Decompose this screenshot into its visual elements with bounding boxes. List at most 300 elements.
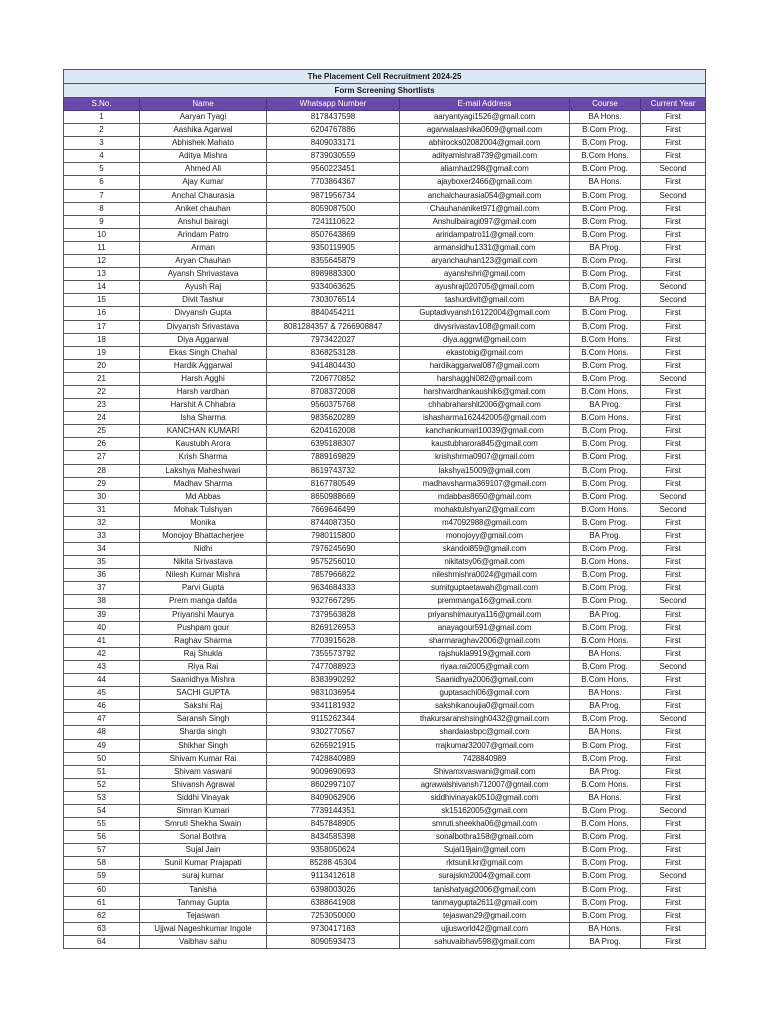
cell-email: Guptadivyansh16122004@gmail.com bbox=[400, 307, 570, 320]
cell-whatsapp: 8739030559 bbox=[267, 150, 400, 163]
cell-course: B.Com Prog. bbox=[570, 202, 641, 215]
cell-email: sharmaraghav2006@gmail.com bbox=[400, 634, 570, 647]
cell-email: ekastobig@gmail.com bbox=[400, 346, 570, 359]
cell-whatsapp: 7980115800 bbox=[267, 530, 400, 543]
cell-whatsapp: 7703915628 bbox=[267, 634, 400, 647]
cell-name: Saanidhya Mishra bbox=[140, 674, 267, 687]
cell-name: Raghav Sharma bbox=[140, 634, 267, 647]
cell-whatsapp: 7703864367 bbox=[267, 176, 400, 189]
cell-sno: 38 bbox=[64, 595, 140, 608]
cell-email: guptasachi06@gmail.com bbox=[400, 687, 570, 700]
cell-year: First bbox=[641, 818, 706, 831]
cell-sno: 55 bbox=[64, 818, 140, 831]
cell-course: BA Prog. bbox=[570, 399, 641, 412]
cell-sno: 30 bbox=[64, 490, 140, 503]
table-row bbox=[64, 831, 706, 844]
table-row bbox=[64, 255, 706, 268]
table-body bbox=[64, 111, 706, 949]
cell-name: Anshul bairagi bbox=[140, 215, 267, 228]
cell-whatsapp: 8409062906 bbox=[267, 791, 400, 804]
cell-course: B.Com Hons. bbox=[570, 556, 641, 569]
table-row bbox=[64, 111, 706, 124]
cell-course: B.Com Prog. bbox=[570, 425, 641, 438]
cell-year: First bbox=[641, 477, 706, 490]
cell-name: Sharda singh bbox=[140, 726, 267, 739]
cell-year: Second bbox=[641, 660, 706, 673]
cell-course: B.Com Hons. bbox=[570, 412, 641, 425]
cell-whatsapp: 9560223451 bbox=[267, 163, 400, 176]
cell-name: Aashika Agarwal bbox=[140, 124, 267, 137]
cell-course: B.Com Prog. bbox=[570, 752, 641, 765]
cell-whatsapp: 8602997107 bbox=[267, 778, 400, 791]
table-row bbox=[64, 412, 706, 425]
cell-sno: 36 bbox=[64, 569, 140, 582]
cell-year: First bbox=[641, 935, 706, 948]
cell-whatsapp: 9414804430 bbox=[267, 359, 400, 372]
table-row bbox=[64, 634, 706, 647]
cell-sno: 33 bbox=[64, 530, 140, 543]
cell-year: First bbox=[641, 778, 706, 791]
cell-year: Second bbox=[641, 713, 706, 726]
cell-whatsapp: 6204162008 bbox=[267, 425, 400, 438]
cell-email: madhavsharma369107@gmail.com bbox=[400, 477, 570, 490]
table-row bbox=[64, 935, 706, 948]
cell-year: First bbox=[641, 399, 706, 412]
table-row bbox=[64, 674, 706, 687]
cell-year: First bbox=[641, 831, 706, 844]
cell-name: Priyanshi Maurya bbox=[140, 608, 267, 621]
cell-sno: 7 bbox=[64, 189, 140, 202]
cell-email: ujjusworld42@gmail.com bbox=[400, 922, 570, 935]
column-header-name: Name bbox=[140, 98, 267, 111]
table-row bbox=[64, 804, 706, 817]
cell-year: First bbox=[641, 438, 706, 451]
cell-sno: 42 bbox=[64, 647, 140, 660]
cell-year: First bbox=[641, 700, 706, 713]
cell-course: B.Com Prog. bbox=[570, 621, 641, 634]
cell-email: tashurdivit@gmail.com bbox=[400, 294, 570, 307]
cell-whatsapp: 9358050624 bbox=[267, 844, 400, 857]
cell-course: B.Com Hons. bbox=[570, 385, 641, 398]
cell-email: mohaktulshyan2@gmail.com bbox=[400, 503, 570, 516]
cell-sno: 43 bbox=[64, 660, 140, 673]
cell-name: Arman bbox=[140, 241, 267, 254]
cell-sno: 6 bbox=[64, 176, 140, 189]
cell-year: First bbox=[641, 857, 706, 870]
cell-sno: 57 bbox=[64, 844, 140, 857]
cell-year: First bbox=[641, 425, 706, 438]
cell-year: Second bbox=[641, 490, 706, 503]
cell-whatsapp: 7889169829 bbox=[267, 451, 400, 464]
cell-course: B.Com Prog. bbox=[570, 281, 641, 294]
cell-course: BA Hons. bbox=[570, 111, 641, 124]
table-row bbox=[64, 451, 706, 464]
cell-whatsapp: 7857966822 bbox=[267, 569, 400, 582]
cell-sno: 25 bbox=[64, 425, 140, 438]
table-row bbox=[64, 176, 706, 189]
cell-whatsapp: 7477088923 bbox=[267, 660, 400, 673]
table-row bbox=[64, 818, 706, 831]
cell-sno: 24 bbox=[64, 412, 140, 425]
table-row bbox=[64, 359, 706, 372]
table-row bbox=[64, 844, 706, 857]
cell-year: First bbox=[641, 385, 706, 398]
cell-whatsapp: 7428840989 bbox=[267, 752, 400, 765]
cell-year: First bbox=[641, 687, 706, 700]
cell-course: B.Com Prog. bbox=[570, 320, 641, 333]
cell-whatsapp: 6395188307 bbox=[267, 438, 400, 451]
cell-sno: 54 bbox=[64, 804, 140, 817]
cell-name: Divyansh Gupta bbox=[140, 307, 267, 320]
spreadsheet-sheet bbox=[63, 69, 705, 949]
table-row bbox=[64, 530, 706, 543]
cell-course: BA Prog. bbox=[570, 294, 641, 307]
cell-email: diya.aggrwl@gmail.com bbox=[400, 333, 570, 346]
cell-email: rktsunil.kr@gmail.com bbox=[400, 857, 570, 870]
cell-email: hardikaggarwal087@gmail.com bbox=[400, 359, 570, 372]
cell-year: First bbox=[641, 464, 706, 477]
cell-sno: 14 bbox=[64, 281, 140, 294]
cell-name: Ajay Kumar bbox=[140, 176, 267, 189]
cell-year: Second bbox=[641, 189, 706, 202]
cell-whatsapp: 8269126953 bbox=[267, 621, 400, 634]
cell-email: surajskm2004@gmail.com bbox=[400, 870, 570, 883]
cell-sno: 45 bbox=[64, 687, 140, 700]
cell-year: First bbox=[641, 647, 706, 660]
cell-name: Aryan Chauhan bbox=[140, 255, 267, 268]
cell-course: B.Com Prog. bbox=[570, 255, 641, 268]
cell-whatsapp: 8059087500 bbox=[267, 202, 400, 215]
cell-name: Ayansh Shrivastava bbox=[140, 268, 267, 281]
cell-email: smruti.sheekha06@gmail.com bbox=[400, 818, 570, 831]
cell-sno: 9 bbox=[64, 215, 140, 228]
cell-sno: 16 bbox=[64, 307, 140, 320]
cell-email: agrawalshivansh712007@gmail.com bbox=[400, 778, 570, 791]
cell-email: lakshya15009@gmail.com bbox=[400, 464, 570, 477]
cell-year: First bbox=[641, 228, 706, 241]
table-row bbox=[64, 189, 706, 202]
cell-year: First bbox=[641, 726, 706, 739]
table-row bbox=[64, 372, 706, 385]
table-row bbox=[64, 215, 706, 228]
cell-whatsapp: 7976245690 bbox=[267, 543, 400, 556]
cell-name: Saransh Singh bbox=[140, 713, 267, 726]
cell-year: First bbox=[641, 582, 706, 595]
cell-course: B.Com Prog. bbox=[570, 909, 641, 922]
cell-course: B.Com Prog. bbox=[570, 372, 641, 385]
cell-name: Nikita Srivastava bbox=[140, 556, 267, 569]
cell-sno: 18 bbox=[64, 333, 140, 346]
cell-name: Shivam Kumar Rai bbox=[140, 752, 267, 765]
cell-email: nileshmishra0024@gmail.com bbox=[400, 569, 570, 582]
cell-year: First bbox=[641, 150, 706, 163]
table-row bbox=[64, 464, 706, 477]
cell-email: shardaiasbpc@gmail.com bbox=[400, 726, 570, 739]
cell-email: rajshukla9919@gmail.com bbox=[400, 647, 570, 660]
table-row bbox=[64, 647, 706, 660]
column-header-row bbox=[64, 98, 706, 111]
sheet-title: The Placement Cell Recruitment 2024-25 bbox=[64, 70, 706, 84]
cell-year: First bbox=[641, 359, 706, 372]
cell-name: Prem manga dafda bbox=[140, 595, 267, 608]
cell-name: Md Abbas bbox=[140, 490, 267, 503]
cell-name: Aniket chauhan bbox=[140, 202, 267, 215]
table-row bbox=[64, 700, 706, 713]
cell-year: First bbox=[641, 137, 706, 150]
cell-year: First bbox=[641, 752, 706, 765]
cell-name: Sonal Bothra bbox=[140, 831, 267, 844]
cell-whatsapp: 85288 45304 bbox=[267, 857, 400, 870]
cell-sno: 11 bbox=[64, 241, 140, 254]
cell-name: Sujal Jain bbox=[140, 844, 267, 857]
cell-sno: 28 bbox=[64, 464, 140, 477]
cell-course: B.Com Hons. bbox=[570, 778, 641, 791]
cell-whatsapp: 8383990292 bbox=[267, 674, 400, 687]
cell-course: B.Com Prog. bbox=[570, 215, 641, 228]
cell-whatsapp: 6398003026 bbox=[267, 883, 400, 896]
cell-course: BA Hons. bbox=[570, 176, 641, 189]
cell-name: Shivam vaswani bbox=[140, 765, 267, 778]
cell-sno: 49 bbox=[64, 739, 140, 752]
cell-name: Mohak Tulshyan bbox=[140, 503, 267, 516]
cell-sno: 46 bbox=[64, 700, 140, 713]
cell-course: BA Hons. bbox=[570, 726, 641, 739]
cell-course: B.Com Prog. bbox=[570, 569, 641, 582]
table-row bbox=[64, 778, 706, 791]
cell-course: BA Hons. bbox=[570, 791, 641, 804]
cell-name: Lakshya Maheshwari bbox=[140, 464, 267, 477]
table-row bbox=[64, 752, 706, 765]
cell-year: First bbox=[641, 674, 706, 687]
cell-whatsapp: 7355573792 bbox=[267, 647, 400, 660]
cell-year: First bbox=[641, 791, 706, 804]
table-row bbox=[64, 569, 706, 582]
cell-name: Harsh Agghi bbox=[140, 372, 267, 385]
cell-sno: 32 bbox=[64, 516, 140, 529]
cell-name: Abhishek Mahato bbox=[140, 137, 267, 150]
cell-email: Saanidhya2006@gmail.com bbox=[400, 674, 570, 687]
table-row bbox=[64, 765, 706, 778]
cell-sno: 27 bbox=[64, 451, 140, 464]
cell-whatsapp: 8434585398 bbox=[267, 831, 400, 844]
cell-course: B.Com Prog. bbox=[570, 189, 641, 202]
cell-sno: 41 bbox=[64, 634, 140, 647]
cell-course: B.Com Prog. bbox=[570, 883, 641, 896]
cell-whatsapp: 7739144351 bbox=[267, 804, 400, 817]
cell-name: KANCHAN KUMARI bbox=[140, 425, 267, 438]
cell-sno: 60 bbox=[64, 883, 140, 896]
cell-name: Divit Tashur bbox=[140, 294, 267, 307]
cell-year: First bbox=[641, 412, 706, 425]
cell-whatsapp: 9831036954 bbox=[267, 687, 400, 700]
cell-year: Second bbox=[641, 595, 706, 608]
cell-name: Vaibhav sahu bbox=[140, 935, 267, 948]
cell-sno: 13 bbox=[64, 268, 140, 281]
cell-whatsapp: 6388641908 bbox=[267, 896, 400, 909]
cell-year: Second bbox=[641, 503, 706, 516]
cell-year: Second bbox=[641, 804, 706, 817]
cell-year: Second bbox=[641, 281, 706, 294]
cell-name: Isha Sharma bbox=[140, 412, 267, 425]
cell-name: Siddhi Vinayak bbox=[140, 791, 267, 804]
sheet-subtitle: Form Screening Shortlists bbox=[64, 84, 706, 98]
cell-year: First bbox=[641, 765, 706, 778]
cell-whatsapp: 7206770852 bbox=[267, 372, 400, 385]
cell-email: agarwalaashika0609@gmail.com bbox=[400, 124, 570, 137]
cell-email: ishasharma162442005@gmail.com bbox=[400, 412, 570, 425]
cell-course: BA Prog. bbox=[570, 530, 641, 543]
cell-course: B.Com Prog. bbox=[570, 595, 641, 608]
table-row bbox=[64, 909, 706, 922]
table-row bbox=[64, 385, 706, 398]
cell-course: B.Com Hons. bbox=[570, 503, 641, 516]
cell-sno: 61 bbox=[64, 896, 140, 909]
cell-email: kanchankumari10039@gmail.com bbox=[400, 425, 570, 438]
cell-sno: 15 bbox=[64, 294, 140, 307]
table-row bbox=[64, 582, 706, 595]
table-row bbox=[64, 241, 706, 254]
cell-name: Anchal Chaurasia bbox=[140, 189, 267, 202]
cell-name: Tejaswan bbox=[140, 909, 267, 922]
cell-course: B.Com Prog. bbox=[570, 660, 641, 673]
column-header-email: E-mail Address bbox=[400, 98, 570, 111]
cell-email: harshagghi082@gmail.com bbox=[400, 372, 570, 385]
cell-name: Tanisha bbox=[140, 883, 267, 896]
cell-name: SACHI GUPTA bbox=[140, 687, 267, 700]
table-row bbox=[64, 726, 706, 739]
cell-year: First bbox=[641, 241, 706, 254]
cell-sno: 52 bbox=[64, 778, 140, 791]
cell-year: First bbox=[641, 621, 706, 634]
table-row bbox=[64, 556, 706, 569]
cell-sno: 37 bbox=[64, 582, 140, 595]
cell-whatsapp: 9634684333 bbox=[267, 582, 400, 595]
cell-course: B.Com Prog. bbox=[570, 477, 641, 490]
cell-name: Hardik Aggarwal bbox=[140, 359, 267, 372]
cell-name: Ahmed Ali bbox=[140, 163, 267, 176]
table-row bbox=[64, 896, 706, 909]
cell-year: First bbox=[641, 530, 706, 543]
cell-whatsapp: 8619743732 bbox=[267, 464, 400, 477]
cell-year: Second bbox=[641, 294, 706, 307]
cell-email: sumitguptaetawah@gmail.com bbox=[400, 582, 570, 595]
cell-whatsapp: 9560375768 bbox=[267, 399, 400, 412]
cell-email: sk15162005@gmail.com bbox=[400, 804, 570, 817]
table-row bbox=[64, 791, 706, 804]
table-row bbox=[64, 595, 706, 608]
cell-email: skandoi859@gmail.com bbox=[400, 543, 570, 556]
cell-course: B.Com Hons. bbox=[570, 818, 641, 831]
cell-year: First bbox=[641, 556, 706, 569]
cell-whatsapp: 9341181932 bbox=[267, 700, 400, 713]
cell-sno: 1 bbox=[64, 111, 140, 124]
cell-course: BA Prog. bbox=[570, 765, 641, 778]
cell-course: B.Com Prog. bbox=[570, 844, 641, 857]
cell-email: priyanshimaurya116@gmail.com bbox=[400, 608, 570, 621]
cell-email: harshvardhankaushik6@gmail.com bbox=[400, 385, 570, 398]
cell-year: First bbox=[641, 922, 706, 935]
cell-whatsapp: 8081284357 & 7266908847 bbox=[267, 320, 400, 333]
cell-sno: 19 bbox=[64, 346, 140, 359]
cell-sno: 4 bbox=[64, 150, 140, 163]
cell-email: Anshulbairagi097@gmail.com bbox=[400, 215, 570, 228]
cell-course: B.Com Prog. bbox=[570, 516, 641, 529]
cell-sno: 59 bbox=[64, 870, 140, 883]
cell-email: m47092988@gmail.com bbox=[400, 516, 570, 529]
cell-year: First bbox=[641, 634, 706, 647]
cell-whatsapp: 7303076514 bbox=[267, 294, 400, 307]
cell-whatsapp: 7241110622 bbox=[267, 215, 400, 228]
cell-email: adityamishra8739@gmail.com bbox=[400, 150, 570, 163]
table-row bbox=[64, 268, 706, 281]
cell-course: BA Prog. bbox=[570, 241, 641, 254]
cell-sno: 56 bbox=[64, 831, 140, 844]
cell-whatsapp: 8744087350 bbox=[267, 516, 400, 529]
cell-year: First bbox=[641, 124, 706, 137]
cell-email: divysrivastav108@gmail.com bbox=[400, 320, 570, 333]
cell-name: Krish Sharma bbox=[140, 451, 267, 464]
cell-year: Second bbox=[641, 163, 706, 176]
table-row bbox=[64, 503, 706, 516]
cell-sno: 63 bbox=[64, 922, 140, 935]
cell-whatsapp: 8368253128 bbox=[267, 346, 400, 359]
cell-year: Second bbox=[641, 870, 706, 883]
cell-name: Tanmay Gupta bbox=[140, 896, 267, 909]
cell-email: tanmaygupta2611@gmail.com bbox=[400, 896, 570, 909]
cell-name: Monojoy Bhattacherjee bbox=[140, 530, 267, 543]
cell-name: Parvi Gupta bbox=[140, 582, 267, 595]
cell-year: First bbox=[641, 844, 706, 857]
cell-name: Madhav Sharma bbox=[140, 477, 267, 490]
cell-course: B.Com Prog. bbox=[570, 268, 641, 281]
cell-whatsapp: 9113412618 bbox=[267, 870, 400, 883]
cell-email: ayushraj020705@gmail.com bbox=[400, 281, 570, 294]
cell-whatsapp: 8989883300 bbox=[267, 268, 400, 281]
cell-whatsapp: 8840454211 bbox=[267, 307, 400, 320]
cell-course: B.Com Prog. bbox=[570, 307, 641, 320]
cell-year: First bbox=[641, 320, 706, 333]
cell-sno: 34 bbox=[64, 543, 140, 556]
cell-email: rrajkumar32007@gmail.com bbox=[400, 739, 570, 752]
cell-course: B.Com Prog. bbox=[570, 137, 641, 150]
cell-name: Nilesh Kumar Mishra bbox=[140, 569, 267, 582]
table-row bbox=[64, 137, 706, 150]
cell-year: First bbox=[641, 739, 706, 752]
cell-course: B.Com Prog. bbox=[570, 228, 641, 241]
table-row bbox=[64, 425, 706, 438]
cell-email: arindampatro11@gmail.com bbox=[400, 228, 570, 241]
cell-sno: 51 bbox=[64, 765, 140, 778]
table-row bbox=[64, 163, 706, 176]
cell-whatsapp: 9730417183 bbox=[267, 922, 400, 935]
cell-course: B.Com Prog. bbox=[570, 464, 641, 477]
cell-course: B.Com Prog. bbox=[570, 438, 641, 451]
cell-year: First bbox=[641, 569, 706, 582]
table-row bbox=[64, 621, 706, 634]
cell-email: krishshrma0907@gmail.com bbox=[400, 451, 570, 464]
cell-course: B.Com Hons. bbox=[570, 150, 641, 163]
cell-name: Simran Kumari bbox=[140, 804, 267, 817]
cell-sno: 39 bbox=[64, 608, 140, 621]
cell-whatsapp: 6265921915 bbox=[267, 739, 400, 752]
cell-name: Nidhi bbox=[140, 543, 267, 556]
table-row bbox=[64, 202, 706, 215]
cell-email: anchalchaurasia054@gmail.com bbox=[400, 189, 570, 202]
cell-year: First bbox=[641, 883, 706, 896]
cell-name: suraj kumar bbox=[140, 870, 267, 883]
table-row bbox=[64, 320, 706, 333]
cell-course: B.Com Prog. bbox=[570, 451, 641, 464]
